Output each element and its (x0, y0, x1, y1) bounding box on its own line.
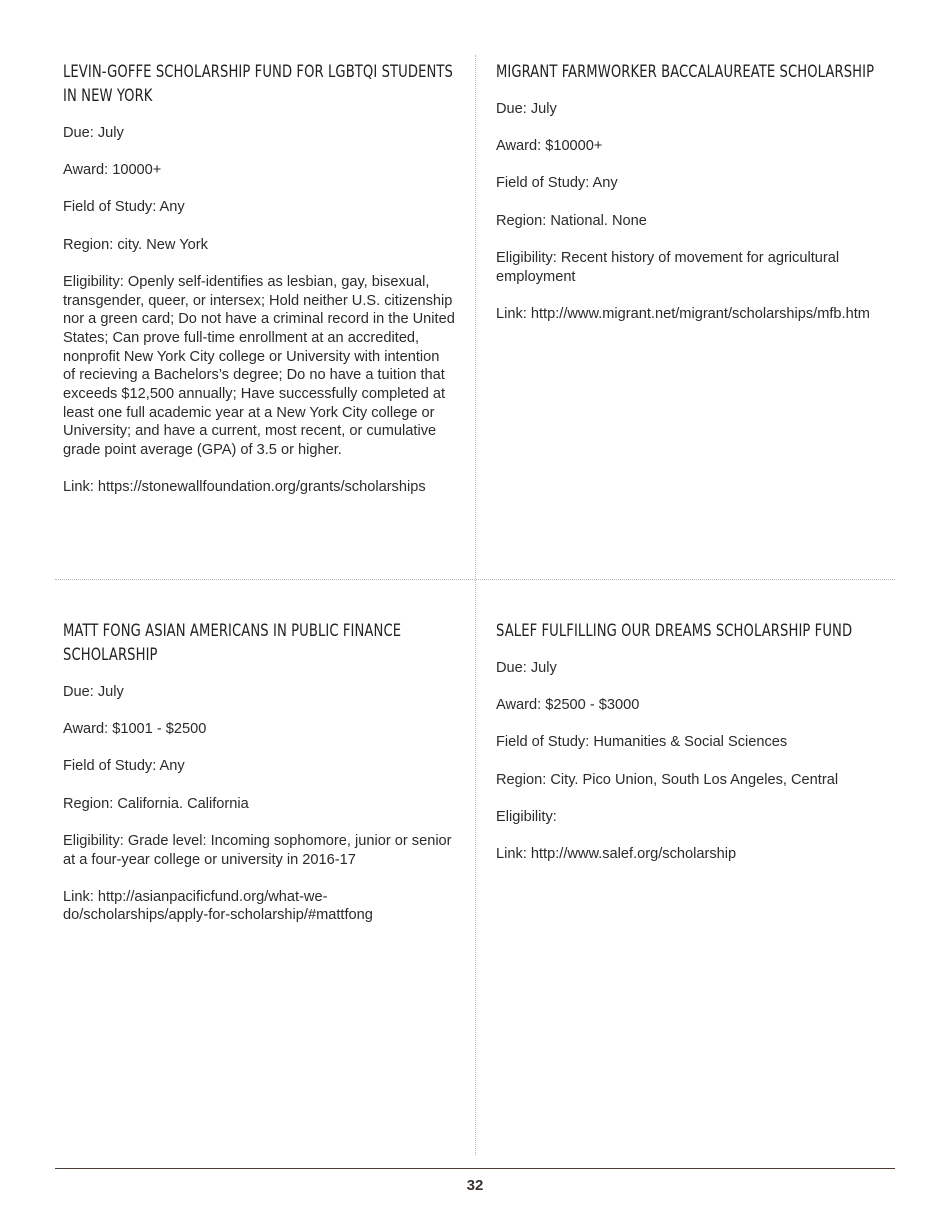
horizontal-divider (55, 579, 895, 580)
eligibility: Eligibility: Grade level: Incoming sophomore, junior or senior at a four-year college or university in 2016-17 (63, 832, 452, 868)
award-amount: Award: 10000+ (63, 162, 162, 179)
page-number: 32 (466, 1177, 484, 1194)
field-of-study: Field of Study: Any (63, 199, 185, 216)
region: Region: National. None (496, 212, 647, 229)
due-date: Due: July (63, 684, 124, 700)
region: Region: city. New York (63, 236, 208, 253)
region: Region: City. Pico Union, South Los Angeles, Central (496, 771, 839, 788)
link[interactable]: Link: http://www.migrant.net/migrant/scholarships/mfb.htm (496, 305, 870, 322)
scholarship-title: MATT FONG ASIAN AMERICANS IN PUBLIC FINANCE SCHOLARSHIP (63, 621, 402, 665)
link[interactable]: Link: https://stonewallfoundation.org/grants/scholarships (63, 479, 426, 496)
field-of-study: Field of Study: Humanities & Social Sciences (496, 734, 788, 751)
eligibility: Eligibility: Recent history of movement for agricultural employment (496, 249, 840, 285)
field-of-study: Field of Study: Any (63, 758, 185, 775)
region: Region: California. California (63, 795, 249, 812)
field-of-study: Field of Study: Any (496, 175, 618, 192)
scholarship-title: LEVIN-GOFFE SCHOLARSHIP FUND FOR LGBTQI STUDENTS IN NEW YORK (63, 62, 453, 106)
award-amount: Award: $2500 - $3000 (496, 697, 640, 714)
due-date: Due: July (496, 660, 557, 676)
award-amount: Award: $1001 - $2500 (63, 721, 207, 738)
scholarship-card-migrant-farmworker (496, 60, 888, 342)
scholarship-title: SALEF FULFILLING OUR DREAMS SCHOLARSHIP FUND (496, 621, 853, 641)
eligibility: Eligibility: (496, 808, 557, 825)
due-date: Due: July (496, 101, 557, 117)
link[interactable]: Link: http://asianpacificfund.org/what-we-do/scholarships/apply-for-scholarship/#mattfong (63, 888, 373, 924)
scholarship-card-matt-fong (63, 619, 455, 944)
scholarship-title: MIGRANT FARMWORKER BACCALAUREATE SCHOLARSHIP (496, 62, 875, 82)
vertical-divider (475, 55, 476, 1155)
scholarship-card-salef (496, 619, 888, 882)
award-amount: Award: $10000+ (496, 138, 603, 155)
eligibility: Eligibility: Openly self-identifies as lesbian, gay, bisexual, transgender, queer, or intersex; Hold neither U.S. citizenship nor a green card; Do not have a criminal record in the United States; Can prove full-time enrollment at an accredited, nonprofit New York City college or University with intention of recieving a Bachelors’s degree; Do no have a tuition that exceeds $12,500 annually; Have successfully completed at least one full academic year at a New York City college or University; and have a current, most recent, or cumulative grade point average (GPA) of 3.5 or higher. (63, 273, 455, 459)
scholarship-card-levin-goffe (63, 60, 455, 516)
due-date: Due: July (63, 125, 124, 141)
footer-rule (55, 1168, 895, 1169)
link[interactable]: Link: http://www.salef.org/scholarship (496, 846, 737, 863)
